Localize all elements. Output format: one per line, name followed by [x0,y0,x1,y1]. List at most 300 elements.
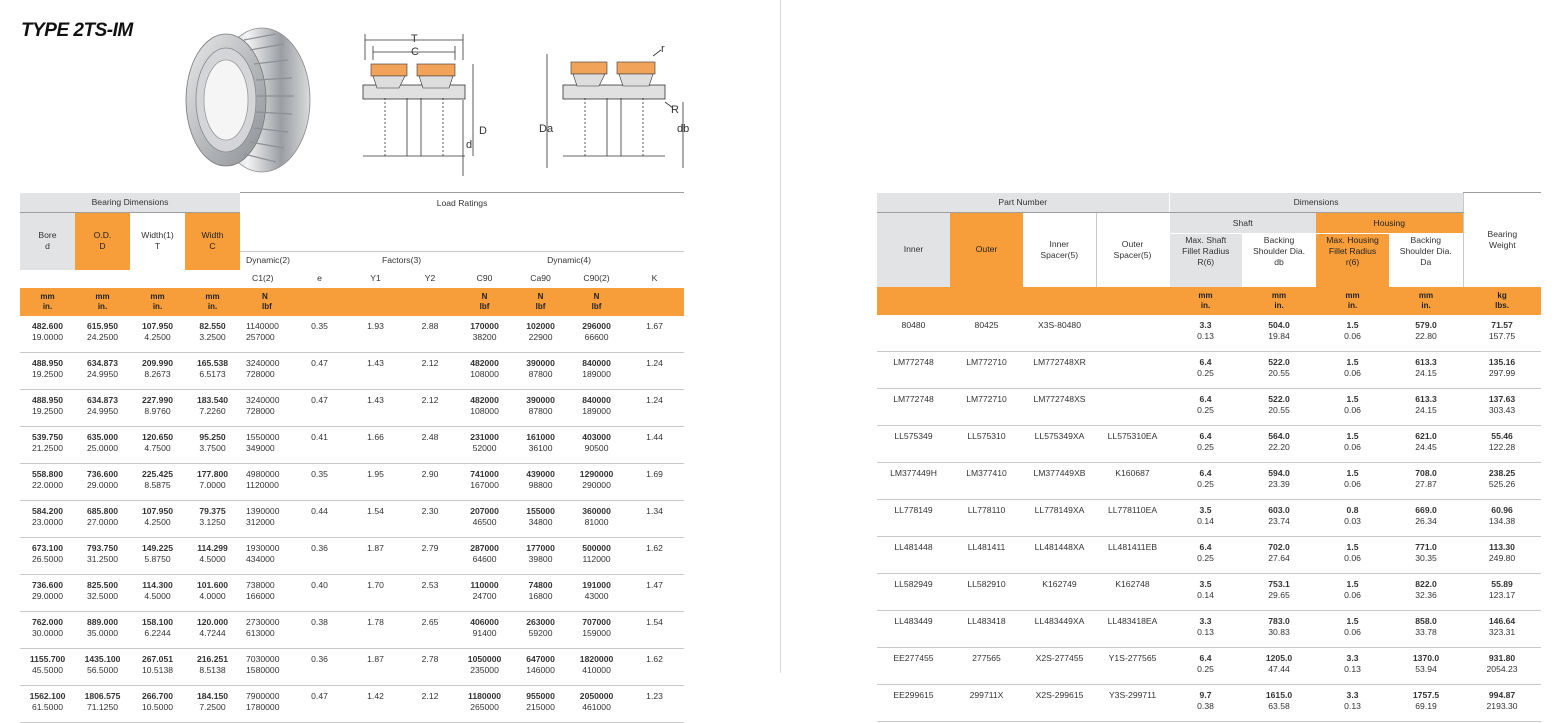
cell-db: 1615.0 63.58 [1242,684,1316,721]
cell-e: 0.36 [292,648,347,685]
part-number-header: Part Number [877,193,1169,213]
cell-e: 0.44 [292,500,347,537]
bearing-dimensions-table [20,192,684,723]
cell-y1: 1.87 [347,648,404,685]
cell-R: 6.4 0.25 [1169,536,1242,573]
cell-c: 183.540 7.2260 [185,389,240,426]
cell-od: 615.950 24.2500 [75,316,130,353]
cell-c902: 840000 189000 [568,389,625,426]
cross-section-diagram-2 [535,40,695,180]
cell-t: 225.425 8.5875 [130,463,185,500]
cell-ispacer: LL481448XA [1023,536,1096,573]
cell-db: 522.0 20.55 [1242,388,1316,425]
cell-ca90: 647000 146000 [513,648,568,685]
cell-c: 120.000 4.7244 [185,611,240,648]
cell-bore: 1155.700 45.5000 [20,648,75,685]
cell-inner: LL582949 [877,573,950,610]
label-r-upper: R [671,104,679,116]
table-row [877,388,1541,425]
cell-inner: LL481448 [877,536,950,573]
col-width-c: Width C [185,213,240,270]
cell-r: 0.8 0.03 [1316,499,1389,536]
cell-ospacer [1096,388,1169,425]
cell-ispacer: LL483449XA [1023,610,1096,647]
cell-da: 579.0 22.80 [1389,315,1463,352]
table-row [20,611,684,648]
cell-outer: LM377410 [950,462,1023,499]
cell-k: 1.67 [625,316,684,353]
cell-od: 1435.100 56.5000 [75,648,130,685]
table-row [877,684,1541,721]
cell-db: 1205.0 47.44 [1242,647,1316,684]
cell-t: 114.300 4.5000 [130,574,185,611]
table-row [877,610,1541,647]
bearing-illustration [180,20,320,175]
cell-w: 55.46 122.28 [1463,425,1541,462]
cell-t: 267.051 10.5138 [130,648,185,685]
cell-bore: 673.100 26.5000 [20,537,75,574]
cell-t: 158.100 6.2244 [130,611,185,648]
cell-inner: LM772748 [877,351,950,388]
dimensions-header: Dimensions [1169,193,1463,213]
cell-r: 3.3 0.13 [1316,684,1389,721]
cell-y2: 2.90 [404,463,456,500]
col-c1: C1(2) [252,273,274,283]
label-d-outer: D [479,125,487,137]
cell-c1: 2730000 613000 [240,611,292,648]
col-factors-1: Factors(3) [347,252,456,270]
cell-c90: 406000 91400 [456,611,513,648]
cell-ospacer: LL481411EB [1096,536,1169,573]
cell-da: 708.0 27.87 [1389,462,1463,499]
cell-w: 238.25 525.26 [1463,462,1541,499]
cell-w: 113.30 249.80 [1463,536,1541,573]
cell-y1: 1.43 [347,352,404,389]
cell-bore: 482.600 19.0000 [20,316,75,353]
cell-outer: LM772710 [950,351,1023,388]
cell-y1: 1.42 [347,685,404,722]
cell-outer: LL483418 [950,610,1023,647]
cell-od: 889.000 35.0000 [75,611,130,648]
load-ratings-header: Load Ratings [240,193,684,252]
cell-ca90: 161000 36100 [513,426,568,463]
cell-bore: 558.800 22.0000 [20,463,75,500]
cell-t: 227.990 8.9760 [130,389,185,426]
table-row [877,315,1541,352]
cell-y1: 1.78 [347,611,404,648]
cell-outer: 80425 [950,315,1023,352]
cell-outer: LM772710 [950,388,1023,425]
cell-y1: 1.54 [347,500,404,537]
cell-ospacer [1096,351,1169,388]
cell-outer: LL481411 [950,536,1023,573]
cell-R: 6.4 0.25 [1169,388,1242,425]
cell-ispacer: X2S-277455 [1023,647,1096,684]
table-row [877,351,1541,388]
cell-R: 3.5 0.14 [1169,499,1242,536]
cell-w: 135.16 297.99 [1463,351,1541,388]
cell-c902: 500000 112000 [568,537,625,574]
cell-c: 177.800 7.0000 [185,463,240,500]
table-row [20,316,684,353]
cell-y1: 1.95 [347,463,404,500]
cell-bore: 539.750 21.2500 [20,426,75,463]
cell-da: 613.3 24.15 [1389,351,1463,388]
cell-da: 1757.5 69.19 [1389,684,1463,721]
cell-da: 771.0 30.35 [1389,536,1463,573]
cell-db: 603.0 23.74 [1242,499,1316,536]
cell-w: 60.96 134.38 [1463,499,1541,536]
cell-e: 0.40 [292,574,347,611]
cell-outer: LL575310 [950,425,1023,462]
cell-y2: 2.78 [404,648,456,685]
page-divider [780,0,781,673]
cell-bore: 762.000 30.0000 [20,611,75,648]
cell-da: 822.0 32.36 [1389,573,1463,610]
cell-c: 82.550 3.2500 [185,316,240,353]
cell-c902: 191000 43000 [568,574,625,611]
cell-inner: LL575349 [877,425,950,462]
cell-c: 95.250 3.7500 [185,426,240,463]
cell-r: 1.5 0.06 [1316,462,1389,499]
cell-od: 1806.575 71.1250 [75,685,130,722]
cell-ispacer: LL778149XA [1023,499,1096,536]
label-d-inner: d [466,139,473,151]
col-housing-backing: Backing Shoulder Dia. Da [1389,234,1463,270]
cell-e: 0.35 [292,316,347,353]
cell-ca90: 390000 87800 [513,389,568,426]
table-row [877,462,1541,499]
table-row [877,536,1541,573]
cell-R: 3.3 0.13 [1169,315,1242,352]
label-t: T [411,33,418,45]
cell-y1: 1.93 [347,316,404,353]
table-row [20,352,684,389]
cell-c902: 1290000 290000 [568,463,625,500]
cell-c: 101.600 4.0000 [185,574,240,611]
col-y1: Y1 [370,273,381,283]
cell-t: 266.700 10.5000 [130,685,185,722]
cell-w: 137.63 303.43 [1463,388,1541,425]
label-da: Da [539,123,554,135]
label-db: db [677,123,690,135]
cell-y1: 1.43 [347,389,404,426]
table-row [20,648,684,685]
cell-r: 1.5 0.06 [1316,610,1389,647]
label-r: r [661,43,665,55]
cell-inner: LL483449 [877,610,950,647]
table-row [20,537,684,574]
cell-c902: 403000 90500 [568,426,625,463]
cell-c90: 207000 46500 [456,500,513,537]
cell-w: 55.89 123.17 [1463,573,1541,610]
cell-inner: LM377449H [877,462,950,499]
cell-c90: 170000 38200 [456,316,513,353]
cell-od: 685.800 27.0000 [75,500,130,537]
cell-c1: 3240000 728000 [240,389,292,426]
cell-ca90: 263000 59200 [513,611,568,648]
housing-header: Housing [1316,213,1463,234]
cell-ospacer: LL575310EA [1096,425,1169,462]
cell-t: 107.950 4.2500 [130,500,185,537]
cell-y2: 2.12 [404,685,456,722]
cell-r: 1.5 0.06 [1316,425,1389,462]
cell-t: 120.650 4.7500 [130,426,185,463]
table-row [877,425,1541,462]
cell-ca90: 390000 87800 [513,352,568,389]
units-row-right: mm in. mm in. mm in. mm in. kg lbs. [877,287,1541,315]
cell-db: 504.0 19.84 [1242,315,1316,352]
cell-ca90: 102000 22900 [513,316,568,353]
cell-db: 753.1 29.65 [1242,573,1316,610]
col-dynamic-2: Dynamic(4) [513,252,625,270]
cell-ospacer: LL778110EA [1096,499,1169,536]
col-c90: C90 [476,273,493,283]
cell-w: 931.80 2054.23 [1463,647,1541,684]
cell-da: 669.0 26.34 [1389,499,1463,536]
table-row [877,647,1541,684]
cell-k: 1.23 [625,685,684,722]
cell-ispacer: X2S-299615 [1023,684,1096,721]
cell-c1: 1140000 257000 [240,316,292,353]
cell-e: 0.36 [292,537,347,574]
cell-r: 1.5 0.06 [1316,536,1389,573]
cell-inner: EE277455 [877,647,950,684]
cell-inner: EE299615 [877,684,950,721]
bearing-dimensions-header: Bearing Dimensions [20,193,240,213]
cell-od: 635.000 25.0000 [75,426,130,463]
col-outer: Outer [950,213,1023,287]
cell-c1: 1390000 312000 [240,500,292,537]
part-number-table [877,192,1541,722]
cell-ca90: 177000 39800 [513,537,568,574]
cell-c1: 1550000 349000 [240,426,292,463]
col-width-t: Width(1) T [130,213,185,270]
cell-w: 994.87 2193.30 [1463,684,1541,721]
cell-R: 3.5 0.14 [1169,573,1242,610]
table-row [20,574,684,611]
cell-y2: 2.12 [404,389,456,426]
cell-w: 146.64 323.31 [1463,610,1541,647]
table-row [20,500,684,537]
col-inner: Inner [877,213,950,287]
col-inner-spacer: Inner Spacer(5) [1023,213,1096,287]
cell-y1: 1.66 [347,426,404,463]
cell-k: 1.54 [625,611,684,648]
cell-od: 634.873 24.9950 [75,352,130,389]
col-dynamic-1: Dynamic(2) [240,252,292,270]
cell-ispacer: LM377449XB [1023,462,1096,499]
col-shaft-backing: Backing Shoulder Dia. db [1242,234,1316,270]
cell-c90: 110000 24700 [456,574,513,611]
cell-db: 564.0 22.20 [1242,425,1316,462]
table-row [20,463,684,500]
cell-y2: 2.30 [404,500,456,537]
cell-R: 6.4 0.25 [1169,462,1242,499]
cell-bore: 736.600 29.0000 [20,574,75,611]
label-c: C [411,46,419,58]
cell-y2: 2.12 [404,352,456,389]
cell-od: 736.600 29.0000 [75,463,130,500]
cell-ospacer: Y3S-299711 [1096,684,1169,721]
col-ca90: Ca90 [530,273,551,283]
cell-da: 621.0 24.45 [1389,425,1463,462]
cell-R: 9.7 0.38 [1169,684,1242,721]
cell-c902: 360000 81000 [568,500,625,537]
cell-t: 209.990 8.2673 [130,352,185,389]
cell-da: 1370.0 53.94 [1389,647,1463,684]
cell-ispacer: K162749 [1023,573,1096,610]
cell-outer: 277565 [950,647,1023,684]
cell-ca90: 74800 16800 [513,574,568,611]
cell-k: 1.47 [625,574,684,611]
cell-r: 1.5 0.06 [1316,388,1389,425]
cell-inner: 80480 [877,315,950,352]
cell-e: 0.47 [292,389,347,426]
cell-od: 825.500 32.5000 [75,574,130,611]
table-row [877,499,1541,536]
col-c902: C90(2) [583,273,610,283]
cell-c1: 7900000 1780000 [240,685,292,722]
col-outer-spacer: Outer Spacer(5) [1096,213,1169,287]
cell-db: 702.0 27.64 [1242,536,1316,573]
cell-y2: 2.65 [404,611,456,648]
cell-c90: 287000 64600 [456,537,513,574]
cell-ospacer: K160687 [1096,462,1169,499]
cell-db: 783.0 30.83 [1242,610,1316,647]
cell-c90: 1180000 265000 [456,685,513,722]
cell-bore: 488.950 19.2500 [20,389,75,426]
cell-e: 0.38 [292,611,347,648]
cell-c: 165.538 6.5173 [185,352,240,389]
cell-r: 1.5 0.06 [1316,573,1389,610]
cell-t: 107.950 4.2500 [130,316,185,353]
cell-r: 1.5 0.06 [1316,351,1389,388]
cell-ospacer: Y1S-277565 [1096,647,1169,684]
col-housing-fillet: Max. Housing Fillet Radius r(6) [1316,234,1389,270]
cell-t: 149.225 5.8750 [130,537,185,574]
page-title: TYPE 2TS-IM [21,20,133,41]
cell-c: 216.251 8.5138 [185,648,240,685]
cell-c90: 482000 108000 [456,389,513,426]
cell-outer: LL778110 [950,499,1023,536]
cell-ispacer: X3S-80480 [1023,315,1096,352]
cell-db: 522.0 20.55 [1242,351,1316,388]
cell-y2: 2.53 [404,574,456,611]
table-row [20,426,684,463]
table-row [20,389,684,426]
table-row [20,685,684,722]
cell-ispacer: LM772748XS [1023,388,1096,425]
cell-R: 6.4 0.25 [1169,647,1242,684]
cell-c: 184.150 7.2500 [185,685,240,722]
cell-ispacer: LL575349XA [1023,425,1096,462]
cell-ca90: 439000 98800 [513,463,568,500]
cell-od: 634.873 24.9950 [75,389,130,426]
cell-e: 0.47 [292,352,347,389]
cell-c902: 1820000 410000 [568,648,625,685]
cell-bore: 584.200 23.0000 [20,500,75,537]
cell-c1: 4980000 1120000 [240,463,292,500]
col-od: O.D. D [75,213,130,270]
cell-r: 1.5 0.06 [1316,315,1389,352]
cell-w: 71.57 157.75 [1463,315,1541,352]
cell-r: 3.3 0.13 [1316,647,1389,684]
cell-c902: 296000 66600 [568,316,625,353]
col-shaft-fillet: Max. Shaft Fillet Radius R(6) [1169,234,1242,270]
cell-k: 1.62 [625,537,684,574]
cell-c90: 231000 52000 [456,426,513,463]
cell-c: 114.299 4.5000 [185,537,240,574]
cell-y1: 1.70 [347,574,404,611]
cell-y1: 1.87 [347,537,404,574]
col-e: e [317,273,322,283]
cell-outer: 299711X [950,684,1023,721]
cell-c1: 1930000 434000 [240,537,292,574]
cell-c902: 2050000 461000 [568,685,625,722]
table-row [877,573,1541,610]
cell-R: 3.3 0.13 [1169,610,1242,647]
cell-c90: 1050000 235000 [456,648,513,685]
cell-c1: 738000 166000 [240,574,292,611]
cell-bore: 1562.100 61.5000 [20,685,75,722]
cell-R: 6.4 0.25 [1169,351,1242,388]
cell-ca90: 955000 215000 [513,685,568,722]
cell-e: 0.41 [292,426,347,463]
col-y2: Y2 [424,273,436,283]
cell-inner: LM772748 [877,388,950,425]
cell-y2: 2.88 [404,316,456,353]
cell-k: 1.44 [625,426,684,463]
cell-k: 1.24 [625,389,684,426]
cell-k: 1.69 [625,463,684,500]
cell-ca90: 155000 34800 [513,500,568,537]
cell-y2: 2.48 [404,426,456,463]
col-k: K [651,273,658,283]
cell-da: 858.0 33.78 [1389,610,1463,647]
cell-R: 6.4 0.25 [1169,425,1242,462]
col-bore: Bore d [20,213,75,270]
cell-e: 0.47 [292,685,347,722]
cell-k: 1.24 [625,352,684,389]
cell-k: 1.62 [625,648,684,685]
cell-da: 613.3 24.15 [1389,388,1463,425]
cell-c902: 707000 159000 [568,611,625,648]
cell-bore: 488.950 19.2500 [20,352,75,389]
cell-ispacer: LM772748XR [1023,351,1096,388]
cell-c90: 741000 167000 [456,463,513,500]
cell-ospacer: K162748 [1096,573,1169,610]
shaft-header: Shaft [1169,213,1316,234]
units-row: mm in. mm in. mm in. mm in. N lbf N lbf N lbf N lbf [20,288,684,316]
cell-db: 594.0 23.39 [1242,462,1316,499]
cell-k: 1.34 [625,500,684,537]
cell-ospacer [1096,315,1169,352]
cell-outer: LL582910 [950,573,1023,610]
cross-section-diagram-1 [355,30,495,180]
cell-e: 0.35 [292,463,347,500]
cell-inner: LL778149 [877,499,950,536]
cell-od: 793.750 31.2500 [75,537,130,574]
bearing-weight-header: Bearing Weight [1463,193,1541,287]
cell-c: 79.375 3.1250 [185,500,240,537]
cell-ospacer: LL483418EA [1096,610,1169,647]
cell-c1: 3240000 728000 [240,352,292,389]
cell-c1: 7030000 1580000 [240,648,292,685]
cell-c90: 482000 108000 [456,352,513,389]
cell-y2: 2.79 [404,537,456,574]
cell-c902: 840000 189000 [568,352,625,389]
